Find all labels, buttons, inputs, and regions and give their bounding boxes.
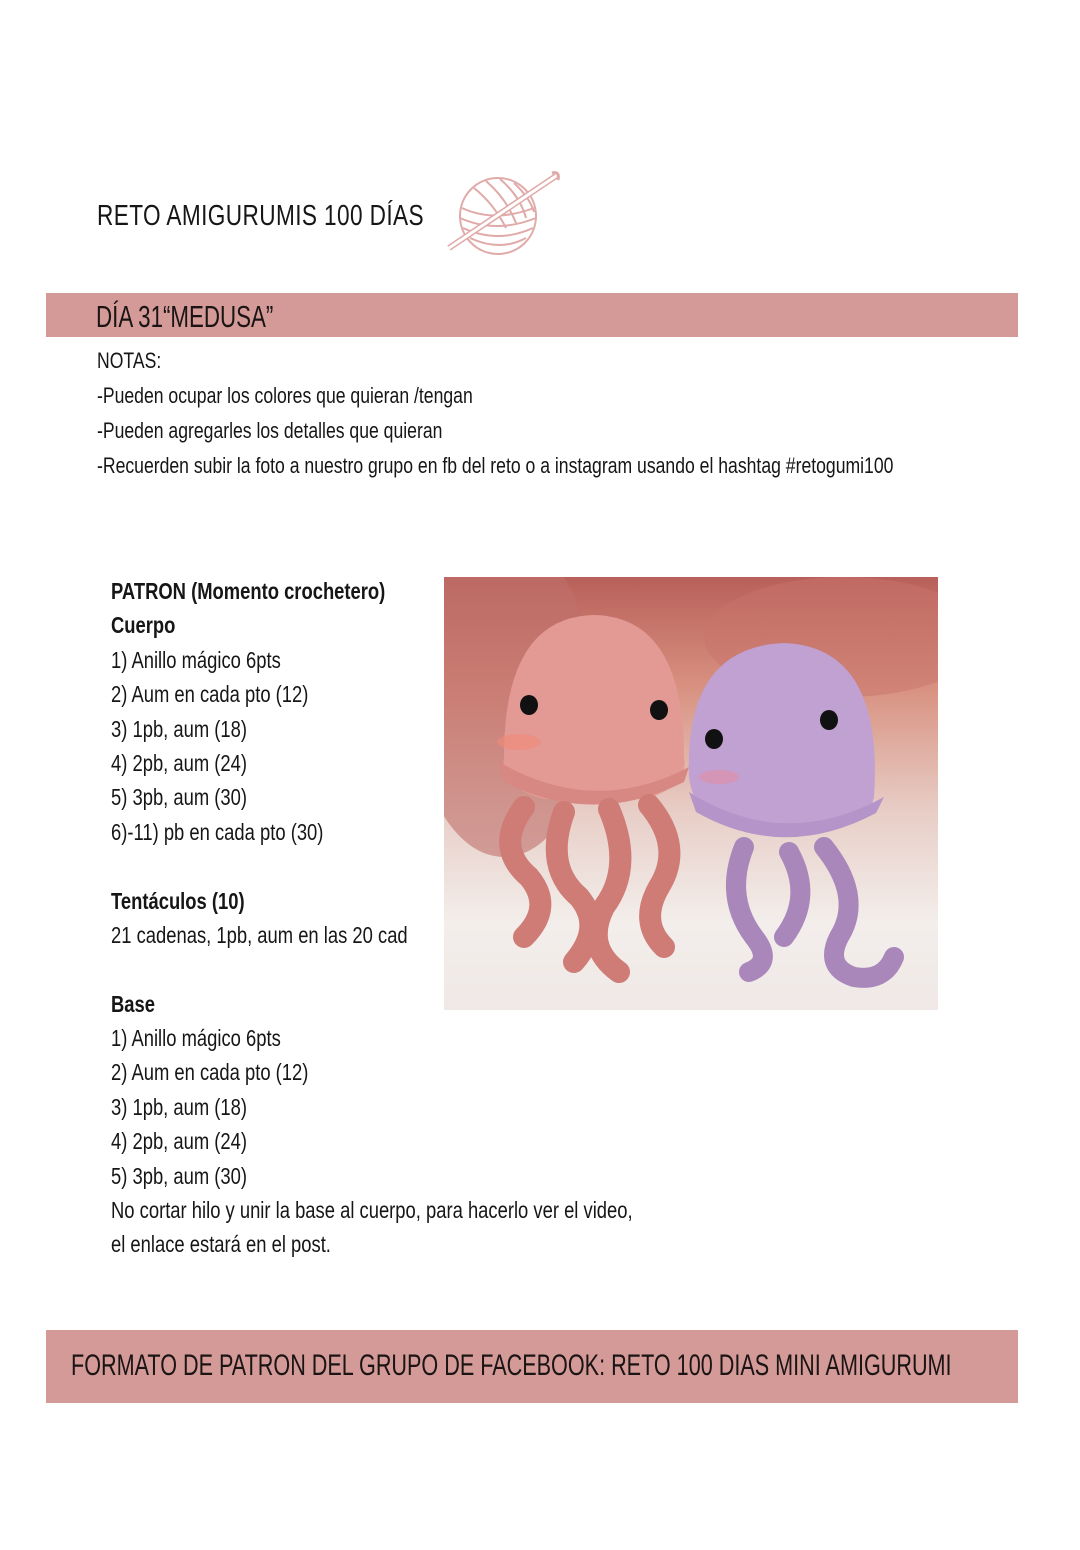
note-item: -Pueden agregarles los detalles que quieran [97,418,443,443]
pattern-step: 3) 1pb, aum (18) [111,1093,248,1120]
note-item: -Pueden ocupar los colores que quieran /tengan [97,383,473,408]
pattern-step: 21 cadenas, 1pb, aum en las 20 cad [111,921,408,948]
day-title-bar [46,293,1018,337]
note-item: -Recuerden subir la foto a nuestro grupo en fb del reto o a instagram usando el hashtag #retogumi100 [97,453,894,478]
page-title: RETO AMIGURUMIS 100 DÍAS [97,200,424,232]
pattern-step: 5) 3pb, aum (30) [111,784,248,811]
section-title-tentaculos: Tentáculos (10) [111,887,245,914]
pattern-step: 5) 3pb, aum (30) [111,1162,248,1189]
pattern-note: No cortar hilo y unir la base al cuerpo, para hacerlo ver el video, [111,1197,633,1224]
pattern-heading: PATRON (Momento crochetero) [111,578,386,604]
pattern-step: 6)-11) pb en cada pto (30) [111,818,324,845]
pattern-step: 1) Anillo mágico 6pts [111,646,281,673]
notes-section [97,343,1080,483]
footer-text: FORMATO DE PATRON DEL GRUPO DE FACEBOOK: RETO 100 DIAS MINI AMIGURUMI [71,1349,952,1382]
yarn-ball-crochet-hook-icon [444,168,564,258]
pattern-note: el enlace estará en el post. [111,1231,331,1258]
pattern-step: 2) Aum en cada pto (12) [111,681,309,708]
day-title: DÍA 31“MEDUSA” [96,299,274,334]
pattern-step: 3) 1pb, aum (18) [111,715,248,742]
section-title-cuerpo: Cuerpo [111,612,176,639]
pattern-step: 2) Aum en cada pto (12) [111,1059,309,1086]
footer-banner [46,1330,1018,1403]
notes-heading: NOTAS: [97,348,162,373]
jellyfish-photo [444,577,938,1010]
pattern-step: 4) 2pb, aum (24) [111,1128,248,1155]
pattern-step: 1) Anillo mágico 6pts [111,1025,281,1052]
pattern-step: 4) 2pb, aum (24) [111,749,248,776]
section-title-base: Base [111,990,155,1017]
